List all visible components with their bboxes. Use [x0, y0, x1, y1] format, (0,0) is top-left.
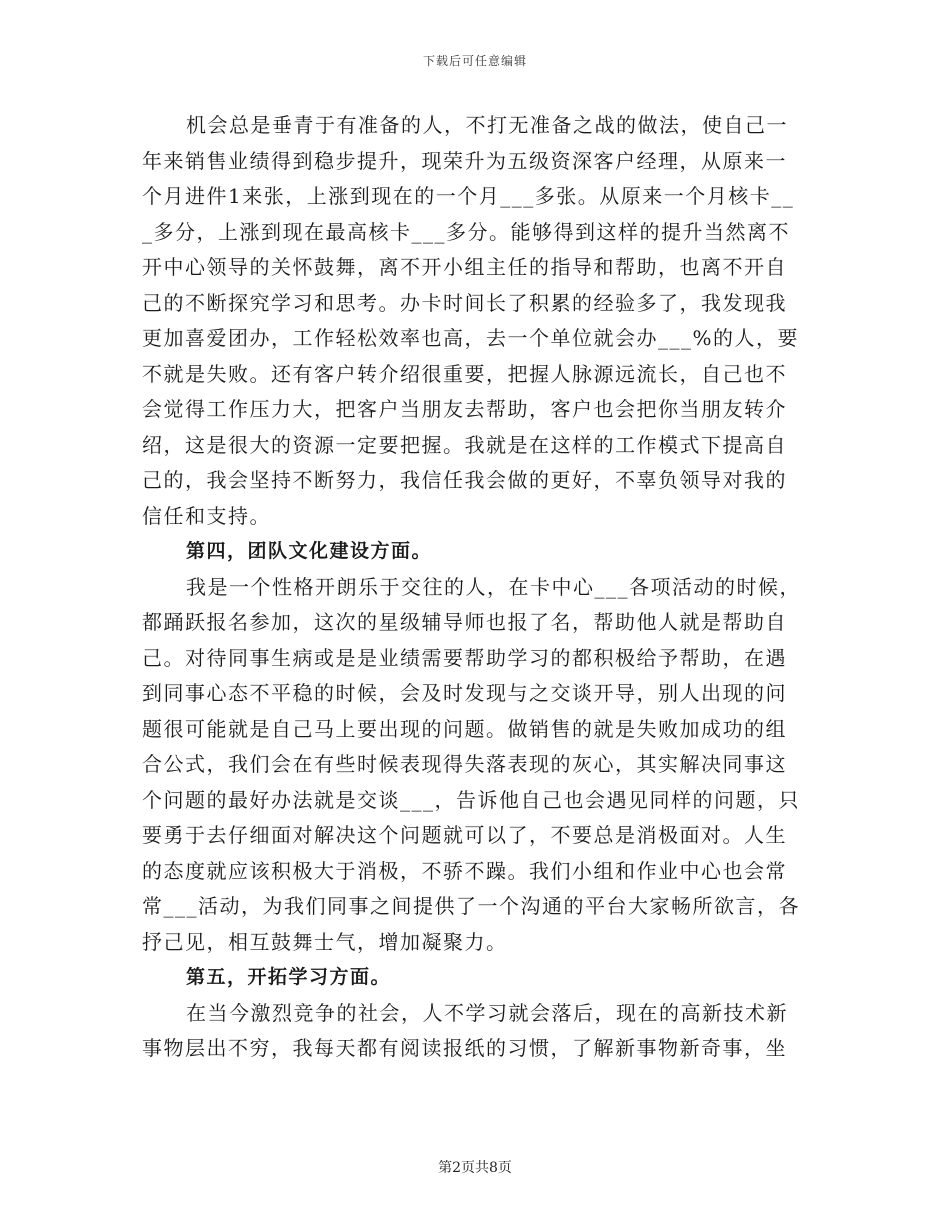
paragraph-line: 个月进件1来张，上涨到现在的一个月___多张。从原来一个月核卡__	[142, 184, 795, 208]
section-heading: 第五，开拓学习方面。	[186, 966, 392, 988]
paragraph-line: 信任和支持。	[142, 503, 271, 528]
page-header-note: 下载后可任意编辑	[422, 54, 527, 68]
paragraph-line: 到同事心态不平稳的时候，会及时发现与之交谈开导，别人出现的问	[142, 681, 787, 705]
paragraph-line: 合公式，我们会在有些时候表现得失落表现的灰心，其实解决同事这	[142, 752, 787, 776]
paragraph-line: 我是一个性格开朗乐于交往的人，在卡中心___各项活动的时候，	[186, 574, 801, 599]
paragraph-line: 在当今激烈竞争的社会，人不学习就会落后，现在的高新技术新	[186, 1000, 788, 1025]
paragraph-line: 机会总是垂青于有准备的人，不打无准备之战的做法，使自己一	[186, 113, 788, 137]
paragraph-line: 的态度就应该积极大于消极，不骄不躁。我们小组和作业中心也会常	[142, 858, 787, 883]
paragraph-line: 更加喜爱团办，工作轻松效率也高，去一个单位就会办___%的人，要	[142, 326, 800, 350]
paragraph-line: 己的，我会坚持不断努力，我信任我会做的更好，不辜负领导对我的	[142, 468, 787, 492]
paragraph-line: 都踊跃报名参加，这次的星级辅导师也报了名，帮助他人就是帮助自	[142, 610, 787, 634]
paragraph-line: 题很可能就是自己马上要出现的问题。做销售的就是失败加成功的组	[142, 716, 787, 741]
paragraph-line: 开中心领导的关怀鼓舞，离不开小组主任的指导和帮助，也离不开自	[142, 255, 787, 279]
paragraph-line: 绍，这是很大的资源一定要把握。我就是在这样的工作模式下提高自	[142, 432, 787, 457]
document-body	[142, 108, 810, 1067]
paragraph-line: 个问题的最好办法就是交谈___，告诉他自己也会遇见同样的问题，只	[142, 787, 800, 812]
page-number: 第2页共8页	[438, 1160, 512, 1176]
paragraph-line: 抒己见，相互鼓舞士气，增加凝聚力。	[142, 929, 508, 954]
paragraph-line: 要勇于去仔细面对解决这个问题就可以了，不要总是消极面对。人生	[142, 823, 787, 847]
paragraph-line: 会觉得工作压力大，把客户当朋友去帮助，客户也会把你当朋友转介	[142, 397, 787, 421]
paragraph-line: 常___活动，为我们同事之间提供了一个沟通的平台大家畅所欲言，各	[142, 894, 800, 918]
paragraph-line: 事物层出不穷，我每天都有阅读报纸的习惯，了解新事物新奇事，坐	[142, 1036, 787, 1060]
paragraph-line: 己。对待同事生病或是是业绩需要帮助学习的都积极给予帮助，在遇	[142, 645, 787, 670]
paragraph-line: _多分，上涨到现在最高核卡___多分。能够得到这样的提升当然离不	[142, 219, 790, 244]
paragraph-line: 己的不断探究学习和思考。办卡时间长了积累的经验多了，我发现我	[142, 290, 787, 315]
paragraph-line: 年来销售业绩得到稳步提升，现荣升为五级资深客户经理，从原来一	[142, 148, 787, 173]
paragraph-line: 不就是失败。还有客户转介绍很重要，把握人脉源远流长，自己也不	[142, 361, 787, 386]
section-heading: 第四，团队文化建设方面。	[186, 540, 433, 562]
